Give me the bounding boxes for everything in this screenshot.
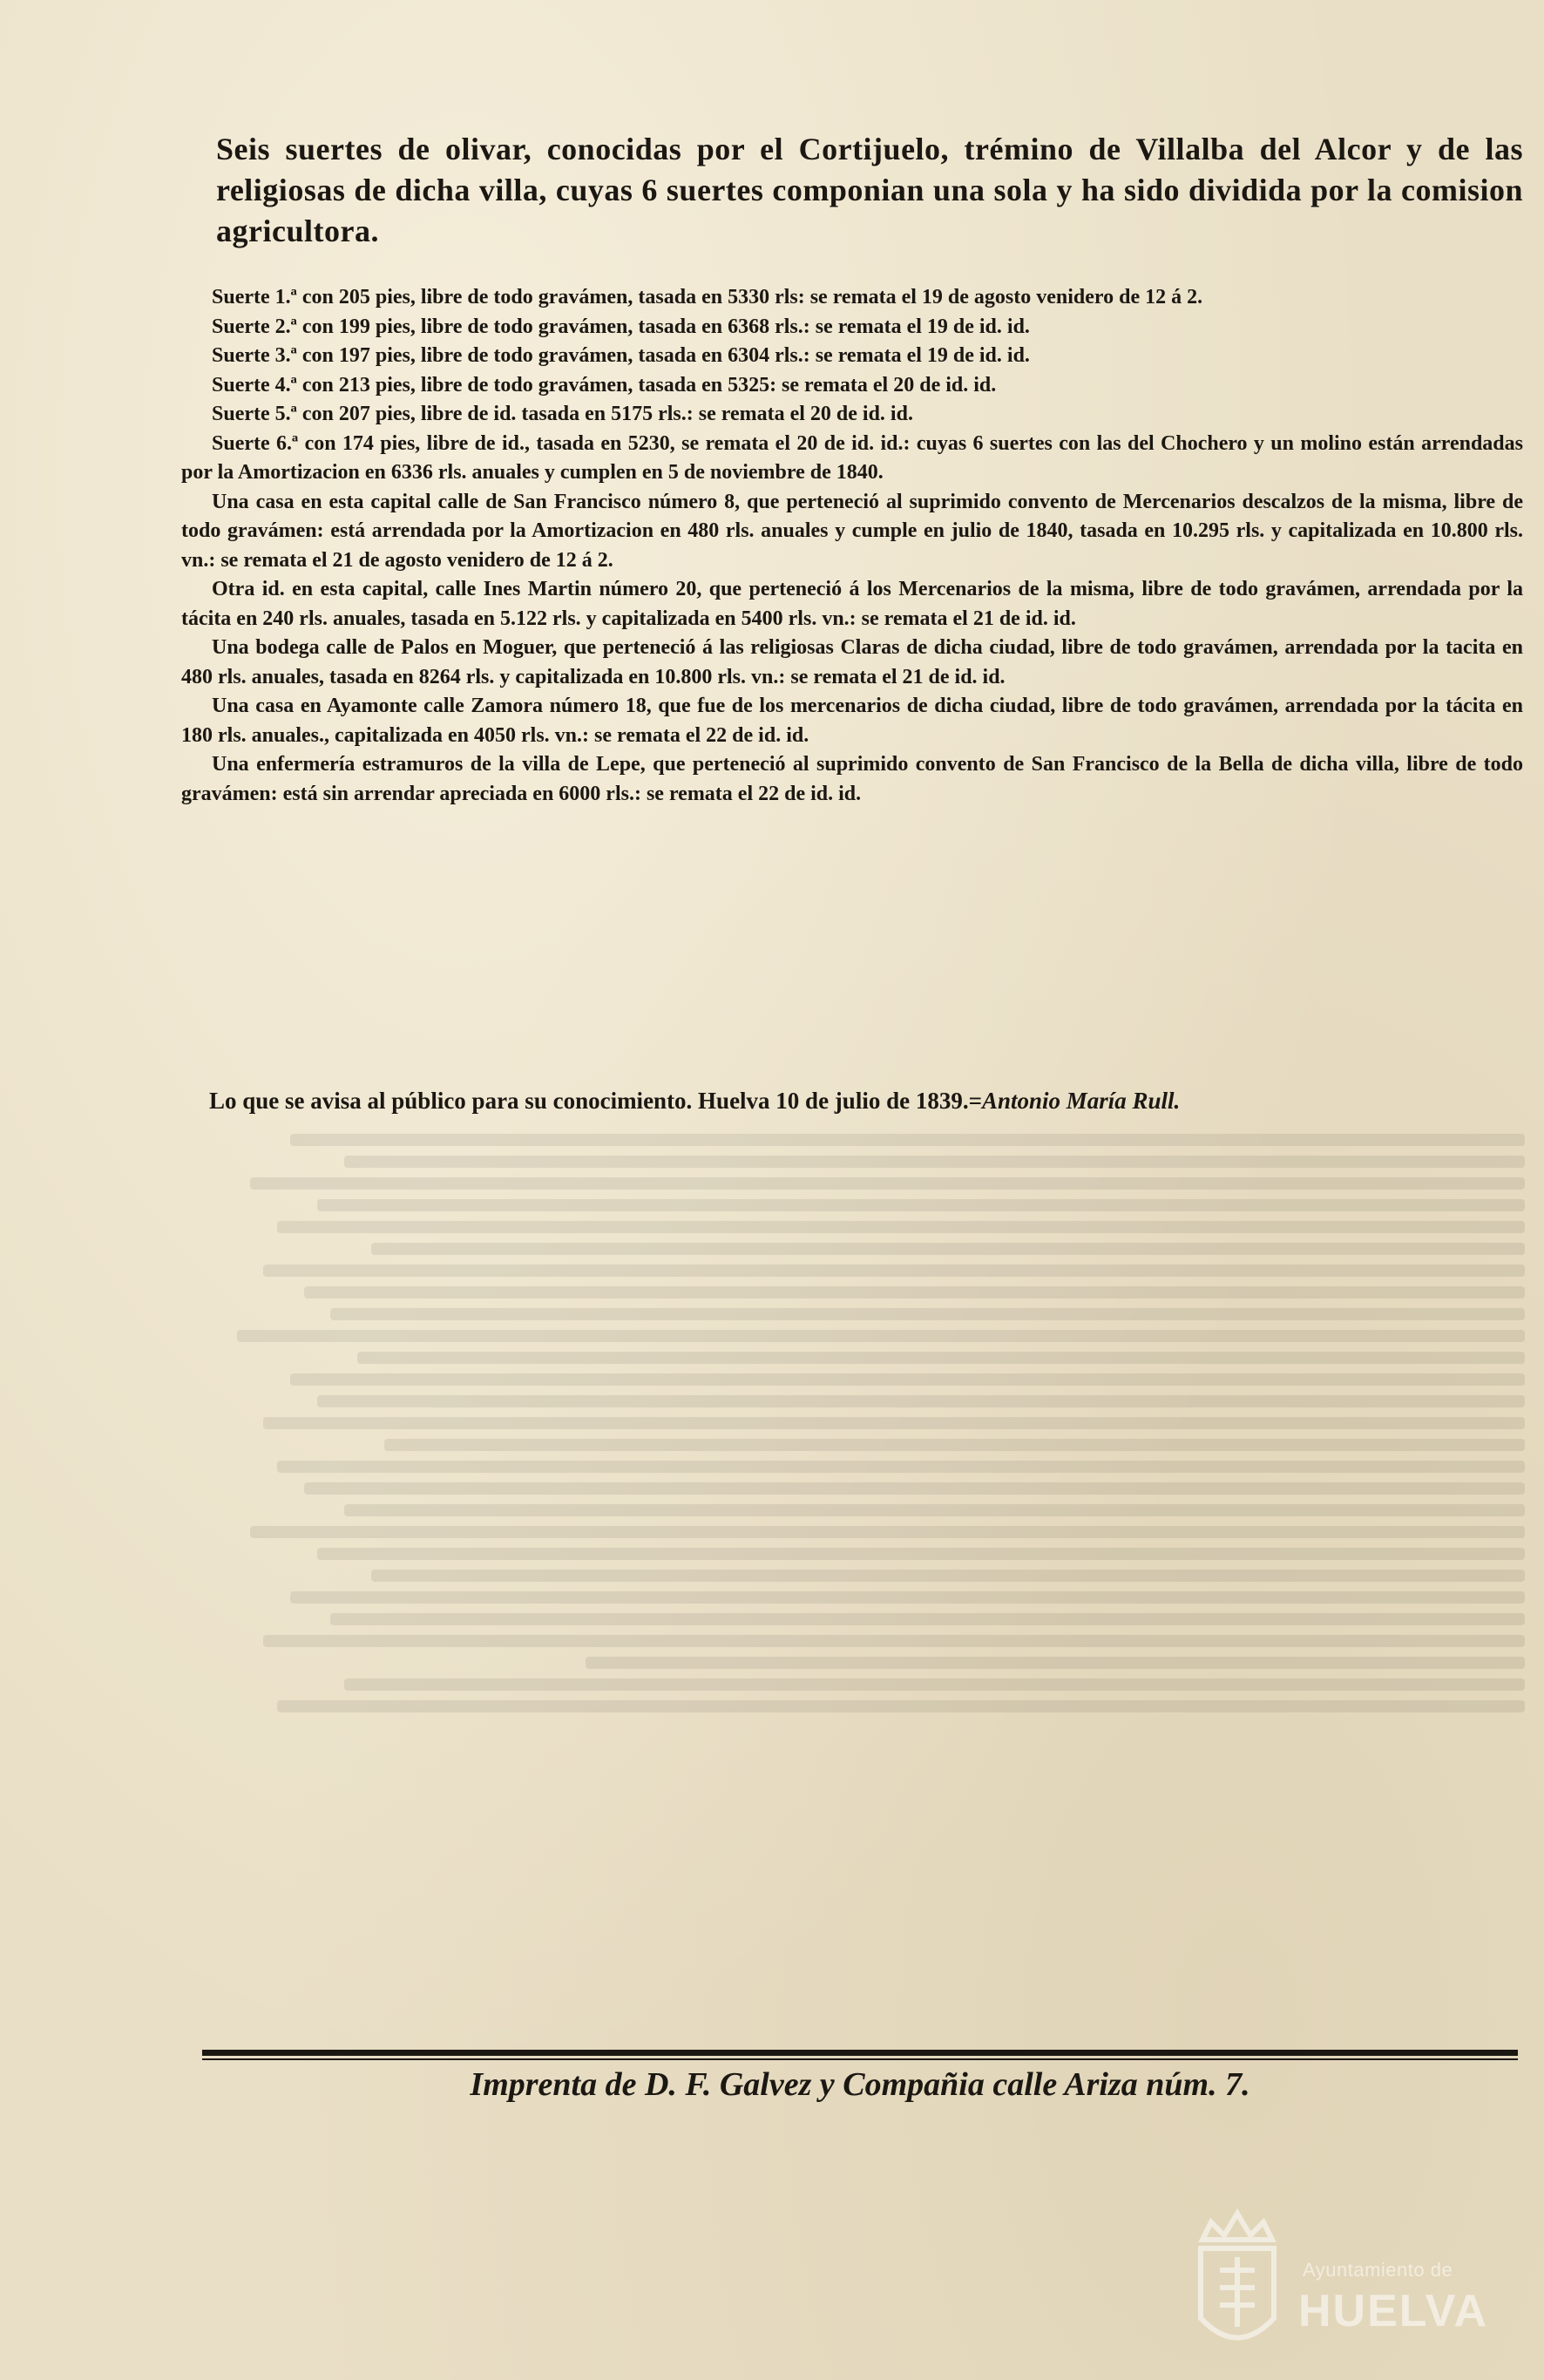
lot-casa-ines-martin: Otra id. en esta capital, calle Ines Martin número 20, que perteneció á los Mercenarios de la misma, libre de todo gravámen, arrendada por la tácita en 240 rls. anuales, tasada en 5.122 rls. y capitalizada en 5400 rls. vn.: se remata el 21 de id. id. <box>181 578 1523 630</box>
huelva-coat-of-arms-icon <box>1185 2196 1290 2362</box>
notice-body <box>181 283 1523 809</box>
lot-suerte-4: Suerte 4.ª con 213 pies, libre de todo gravámen, tasada en 5325: se remata el 20 de id. id. <box>212 373 997 397</box>
notice-heading: Seis suertes de olivar, conocidas por el Cortijuelo, trémino de Villalba del Alcor y de las religiosas de dicha villa, cuyas 6 suertes componian una sola y ha sido dividida por la comision agricultora. <box>216 132 1523 248</box>
lot-suerte-6: Suerte 6.ª con 174 pies, libre de id., tasada en 5230, se remata el 20 de id. id.: cuyas 6 suertes con las del Chochero y un molino están arrendadas por la Amortizacion en 6336 rls. anuales y cumplen en 5 de noviembre de 1840. <box>181 431 1523 484</box>
lot-casa-san-francisco: Una casa en esta capital calle de San Francisco número 8, que perteneció al suprimido convento de Mercenarios descalzos de la misma, libre de todo gravámen: está arrendada por la Amortizacion en 480 rls. anuales y cumple en julio de 1840, tasada en 10.295 rls. y capitalizada en 10.800 rls. vn.: se remata el 21 de agosto venidero de 12 á 2. <box>181 490 1523 572</box>
divider-rule-thick <box>202 2050 1518 2056</box>
printer-imprint: Imprenta de D. F. Galvez y Compañia calle Ariza núm. 7. <box>470 2066 1250 2103</box>
lot-bodega-moguer: Una bodega calle de Palos en Moguer, que perteneció á las religiosas Claras de dicha ciudad, libre de todo gravámen, arrendada por la tacita en 480 rls. anuales, tasada en 8264 rls. y capitalizada en 10.800 rls. vn.: se remata el 21 de id. id. <box>181 636 1523 688</box>
closing-text: Lo que se avisa al público para su conocimiento. Huelva 10 de julio de 1839.= <box>209 1088 982 1114</box>
bleed-through-text <box>183 1124 1525 2022</box>
lot-suerte-1: Suerte 1.ª con 205 pies, libre de todo gravámen, tasada en 5330 rls: se remata el 19 de agosto venidero de 12 á 2. <box>212 286 1203 309</box>
divider-rule-thin <box>202 2058 1518 2060</box>
lot-suerte-2: Suerte 2.ª con 199 pies, libre de todo gravámen, tasada en 6368 rls.: se remata el 19 de id. id. <box>212 315 1030 338</box>
huelva-watermark <box>1185 2196 1489 2362</box>
lot-enfermeria-lepe: Una enfermería estramuros de la villa de Lepe, que perteneció al suprimido convento de San Francisco de la Bella de dicha villa, libre de todo gravámen: está sin arrendar apreciada en 6000 rls.: se remata el 22 de id. id. <box>181 753 1523 805</box>
closing-line <box>209 1085 1525 1116</box>
lot-suerte-3: Suerte 3.ª con 197 pies, libre de todo gravámen, tasada en 6304 rls.: se remata el 19 de id. id. <box>212 344 1030 367</box>
signature: Antonio María Rull. <box>981 1088 1181 1114</box>
watermark-small-text: Ayuntamiento de <box>1303 2259 1453 2281</box>
lot-suerte-5: Suerte 5.ª con 207 pies, libre de id. tasada en 5175 rls.: se remata el 20 de id. id. <box>212 403 913 425</box>
watermark-big-text: HUELVA <box>1298 2286 1489 2336</box>
lot-casa-ayamonte: Una casa en Ayamonte calle Zamora número 18, que fue de los mercenarios de dicha ciudad, libre de todo gravámen, arrendada por la tácita en 180 rls. anuales., capitalizada en 4050 rls. vn.: se remata el 22 de id. id. <box>181 695 1523 747</box>
